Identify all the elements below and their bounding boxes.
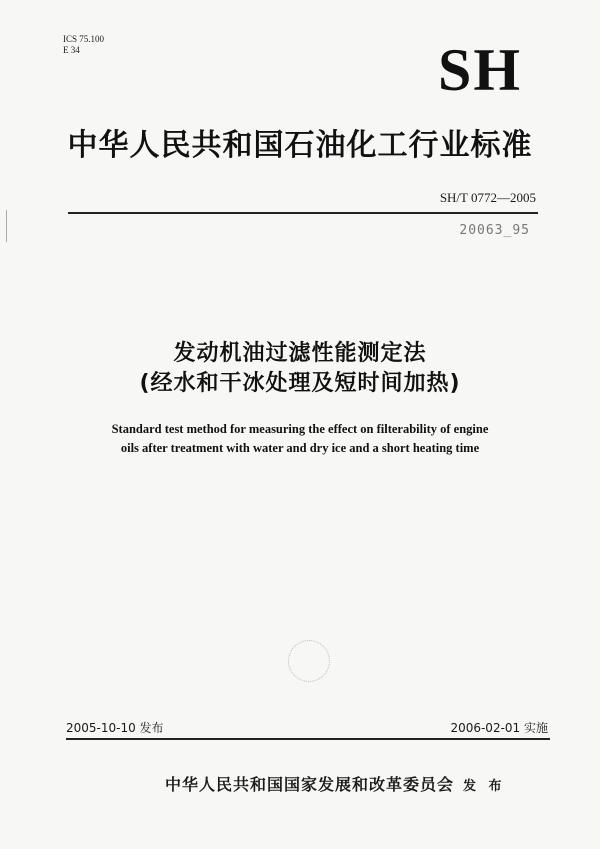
standard-code: SH/T 0772—2005 [439,190,536,205]
standard-name-en-line2: oils after treatment with water and dry ice and a short heating time [120,441,480,455]
archive-stamp: 20063_95 [459,223,530,238]
industry-standard-title: 中华人民共和国石油化工行业标准 [67,128,533,163]
implementation-date: 2006-02-01 实施 [450,721,548,735]
header-divider [68,212,538,214]
faint-seal-mark [288,640,330,682]
standard-subtitle-cn: (经水和干冰处理及短时间加热) [139,371,461,396]
scan-edge-mark [6,210,7,242]
issue-date: 2005-10-10 发布 [66,721,164,735]
standard-name-en-line1: Standard test method for measuring the effect on filterability of engine [111,422,489,436]
issuing-authority: 中华人民共和国国家发展和改革委员会 [165,775,455,794]
standard-name-cn: 发动机油过滤性能测定法 [173,341,427,366]
sh-logo: SH [437,37,522,103]
footer-divider [66,738,550,740]
ics-classification [63,34,104,56]
ics-code: ICS 75.100 [63,34,105,44]
ccs-code: E 34 [63,45,80,55]
issue-action: 发 布 [463,779,506,794]
